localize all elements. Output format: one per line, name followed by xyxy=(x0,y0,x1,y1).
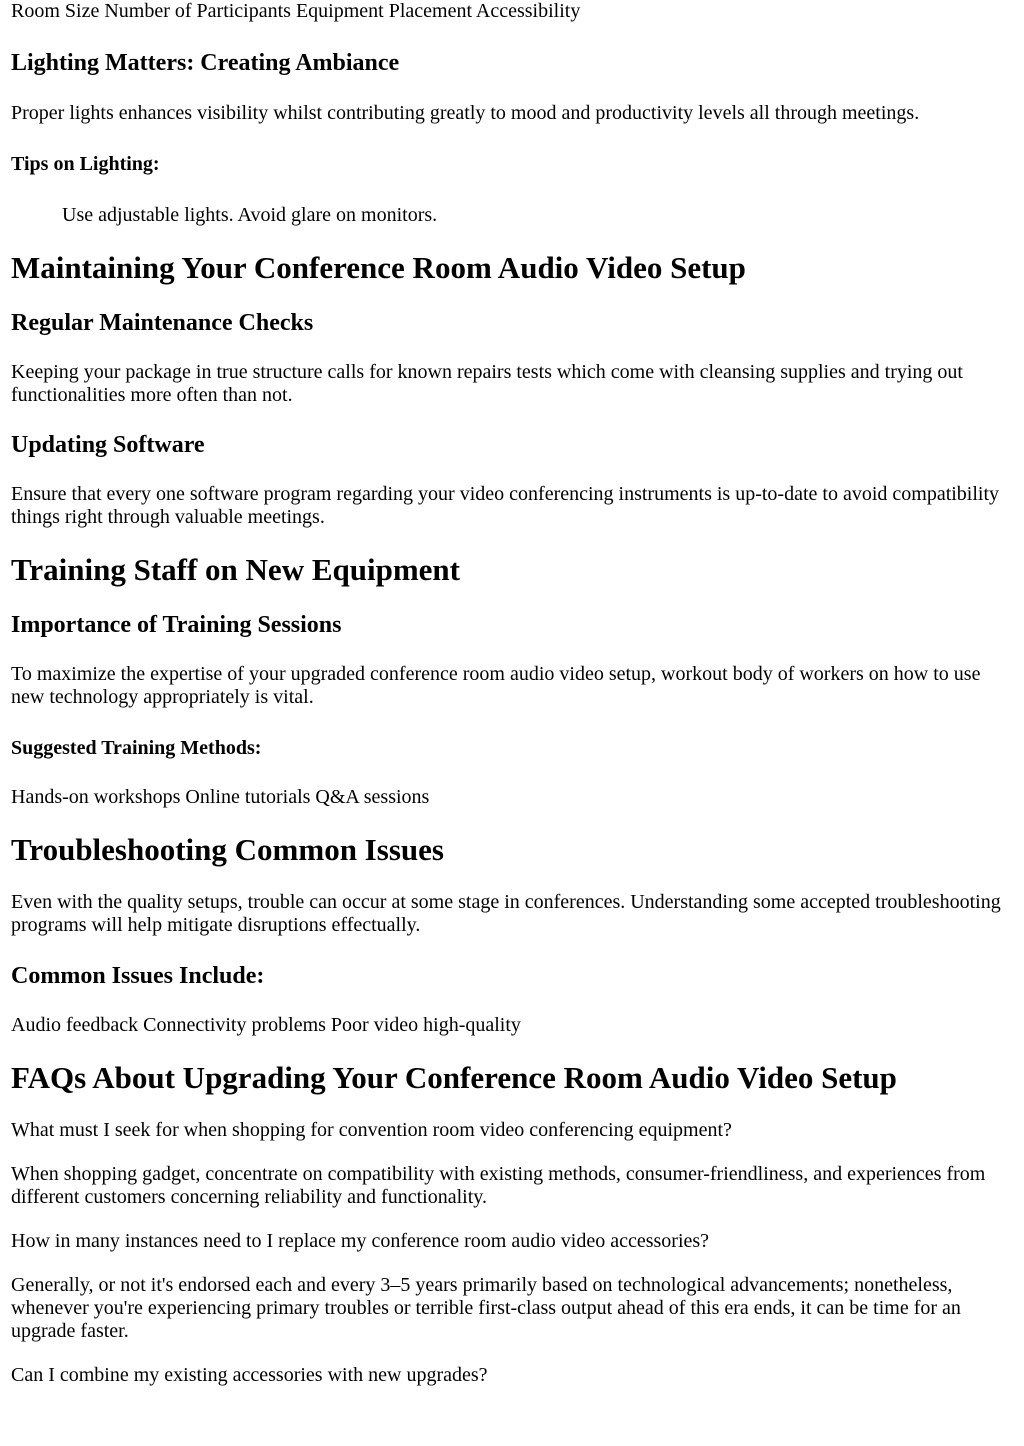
lighting-paragraph: Proper lights enhances visibility whilst contributing greatly to mood and productivity levels all through meetings. xyxy=(11,102,920,124)
training-methods-list: Hands-on workshops Online tutorials Q&A sessions xyxy=(11,786,430,808)
updating-software-paragraph: Ensure that every one software program regarding your video conferencing instruments is up-to-date to avoid compatibility things right through valuable meetings. xyxy=(11,483,1000,528)
faq-answer: Generally, or not it's endorsed each and every 3–5 years primarily based on technological advancements; nonetheless, whenever you're experiencing primary troubles or terrible first-class output ahead of this era ends, it can be time for an upgrade faster. xyxy=(11,1274,961,1342)
faqs-heading: FAQs About Upgrading Your Conference Room Audio Video Setup xyxy=(11,1060,897,1095)
room-factors-list: Room Size Number of Participants Equipment Placement Accessibility xyxy=(11,0,581,22)
regular-maintenance-heading: Regular Maintenance Checks xyxy=(11,310,314,336)
training-heading: Training Staff on New Equipment xyxy=(11,552,460,587)
lighting-tips-heading: Tips on Lighting: xyxy=(11,153,160,175)
maintaining-heading: Maintaining Your Conference Room Audio Video Setup xyxy=(11,250,746,285)
training-importance-heading: Importance of Training Sessions xyxy=(11,612,342,638)
troubleshooting-paragraph: Even with the quality setups, trouble can occur at some stage in conferences. Understanding some accepted troubleshooting programs will help mitigate disruptions effectually. xyxy=(11,891,1001,936)
training-importance-paragraph: To maximize the expertise of your upgraded conference room audio video setup, workout body of workers on how to use new technology appropriately is vital. xyxy=(11,663,981,708)
faq-question: What must I seek for when shopping for convention room video conferencing equipment? xyxy=(11,1119,732,1141)
training-methods-heading: Suggested Training Methods: xyxy=(11,737,262,759)
faq-question: How in many instances need to I replace my conference room audio video accessories? xyxy=(11,1230,710,1252)
common-issues-heading: Common Issues Include: xyxy=(11,963,265,989)
updating-software-heading: Updating Software xyxy=(11,432,205,458)
faq-answer: When shopping gadget, concentrate on compatibility with existing methods, consumer-friendliness, and experiences from different customers concerning reliability and functionality. xyxy=(11,1163,986,1208)
faq-question: Can I combine my existing accessories with new upgrades? xyxy=(11,1364,488,1386)
lighting-tips-list: Use adjustable lights. Avoid glare on monitors. xyxy=(62,204,438,226)
lighting-heading: Lighting Matters: Creating Ambiance xyxy=(11,50,400,76)
regular-maintenance-paragraph: Keeping your package in true structure calls for known repairs tests which come with cleansing supplies and trying out functionalities more often than not. xyxy=(11,361,963,406)
common-issues-list: Audio feedback Connectivity problems Poor video high-quality xyxy=(11,1014,521,1036)
troubleshooting-heading: Troubleshooting Common Issues xyxy=(11,832,444,867)
